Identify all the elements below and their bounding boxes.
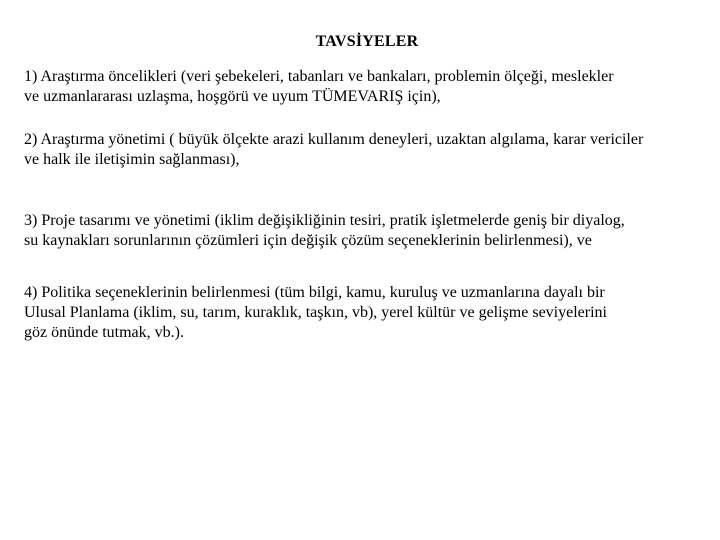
recommendation-1-line-1: 1) Araştırma öncelikleri (veri şebekeleri, tabanları ve bankaları, problemin ölçeği, meslekler [24,68,614,85]
recommendation-2-line-2: ve halk ile iletişimin sağlanması), [24,151,240,168]
recommendation-1-line-2: ve uzmanlararası uzlaşma, hoşgörü ve uyum TÜMEVARIŞ için), [24,88,441,105]
recommendation-3-line-1: 3) Proje tasarımı ve yönetimi (iklim değişikliğinin tesiri, pratik işletmelerde geniş bir diyalog, [24,212,625,229]
page-title: TAVSİYELER [315,33,419,50]
recommendation-item-2 [24,130,720,170]
recommendation-4-line-2: Ulusal Planlama (iklim, su, tarım, kuraklık, taşkın, vb), yerel kültür ve gelişme seviyelerini [24,304,607,321]
recommendation-4-line-3: göz önünde tutmak, vb.). [24,324,184,341]
recommendation-4-line-1: 4) Politika seçeneklerinin belirlenmesi (tüm bilgi, kamu, kuruluş ve uzmanlarına dayalı bir [24,284,605,301]
recommendation-3-line-2: su kaynakları sorunlarının çözümleri için değişik çözüm seçeneklerinin belirlenmesi), ve [24,232,592,249]
recommendation-2-line-1: 2) Araştırma yönetimi ( büyük ölçekte arazi kullanım deneyleri, uzaktan algılama, karar vericiler [24,131,644,148]
recommendation-item-3 [24,211,720,251]
recommendation-item-1 [24,67,720,107]
recommendation-item-4 [24,283,720,343]
